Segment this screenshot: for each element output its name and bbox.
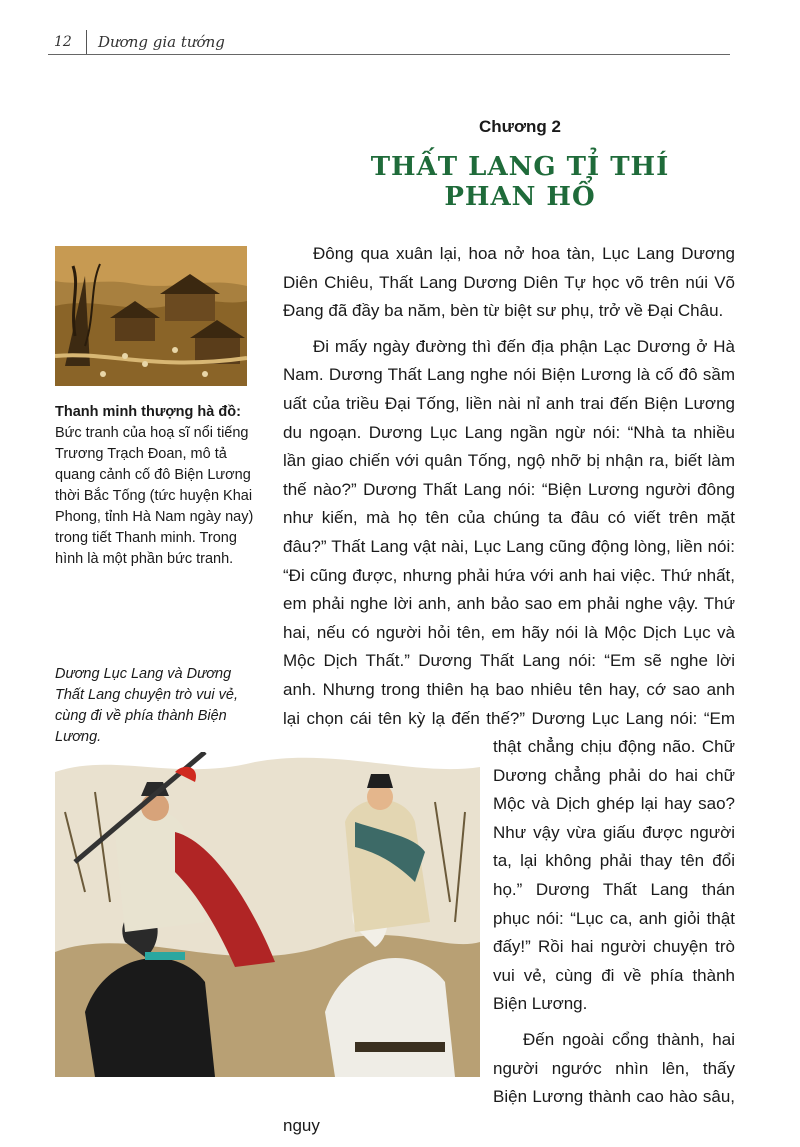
chapter-number: Chương 2 [478, 117, 561, 136]
body-paragraph: Đến ngoài cổng thành, hai người ngước nhìn lên, thấy Biện Lương thành cao hào sâu, nguy [283, 1030, 735, 1135]
qingming-painting-image [55, 246, 247, 386]
riders-illustration [55, 752, 480, 1077]
page-number: 12 [54, 34, 72, 50]
body-paragraph: Đông qua xuân lại, hoa nở hoa tàn, Lục Lang Dương Diên Chiêu, Thất Lang Dương Diên Tự học võ trên núi Võ Đang đã đầy ba năm, bèn từ biệt sư phụ, trở về Đại Châu. [283, 244, 735, 321]
painting-caption-body: Bức tranh của hoạ sĩ nổi tiếng Trương Trạch Đoan, mô tả quang cảnh cố đô Biện Lương thời Bắc Tống (tức huyện Khai Phong, tỉnh Hà Nam ngày nay) trong tiết Thanh minh. Trong hình là một phần bức tranh. [55, 425, 254, 567]
chapter-title: THẤT LANG TỈ THÍ PHAN HỔ [370, 152, 670, 212]
header-divider [86, 30, 87, 54]
painting-caption-title: Thanh minh thượng hà đồ: [55, 404, 241, 420]
body-paragraph: Đi mấy ngày đường thì đến địa phận Lạc Dương ở Hà Nam. Dương Thất Lang nghe nói Biện Lương là cố đô sầm uất của triều Đại Tống, liền nài nỉ anh trai đến Biện Lương du ngoạn. Dương Lục Lang ngần ngừ nói: “Nhà ta nhiều lần giao chiến với quân Tống, ngộ nhỡ bị nhận ra, biết làm thế nào?” Dương Thất Lang nói: “Biện Lương người đông như kiến, mà họ tên của chúng ta đâu có viết trên mặt đâu?” Thất Lang vật nài, Lục Lang cũng động lòng, liền nói: “Đi cũng được, nhưng phải hứa với anh hai việc. Thứ nhất, em phải nghe lời anh, anh bảo sao em phải nghe vậy. Thứ hai, nếu có người hỏi tên, em hãy nói là Mộc Dịch Lục và Mộc Dịch Thất.” Dương Thất Lang nói: “Em sẽ nghe lời anh. Nhưng trong thiên hạ bao nhiêu tên hay, cớ sao anh lại chọn cái tên kỳ lạ đến thế?” Dương Lục Lang nói: “Em thật chẳng chịu động não. Chữ Dương chẳng phải do hai chữ Mộc và Dịch ghép lại hay sao? Như vậy vừa giấu được người ta, lại không phải thay tên đổi họ.” Dương Thất Lang thán phục nói: “Lục ca, anh giỏi thật đấy!” Rồi hai người chuyện trò vui vẻ, cùng đi về phía thành Biện Lương. [283, 333, 735, 1019]
page-header [48, 30, 730, 55]
illustration-caption: Dương Lục Lang và Dương Thất Lang chuyện trò vui vẻ, cùng đi về phía thành Biện Lương. [55, 666, 238, 745]
running-title: Dương gia tướng [98, 33, 225, 51]
painting-caption [55, 402, 260, 570]
